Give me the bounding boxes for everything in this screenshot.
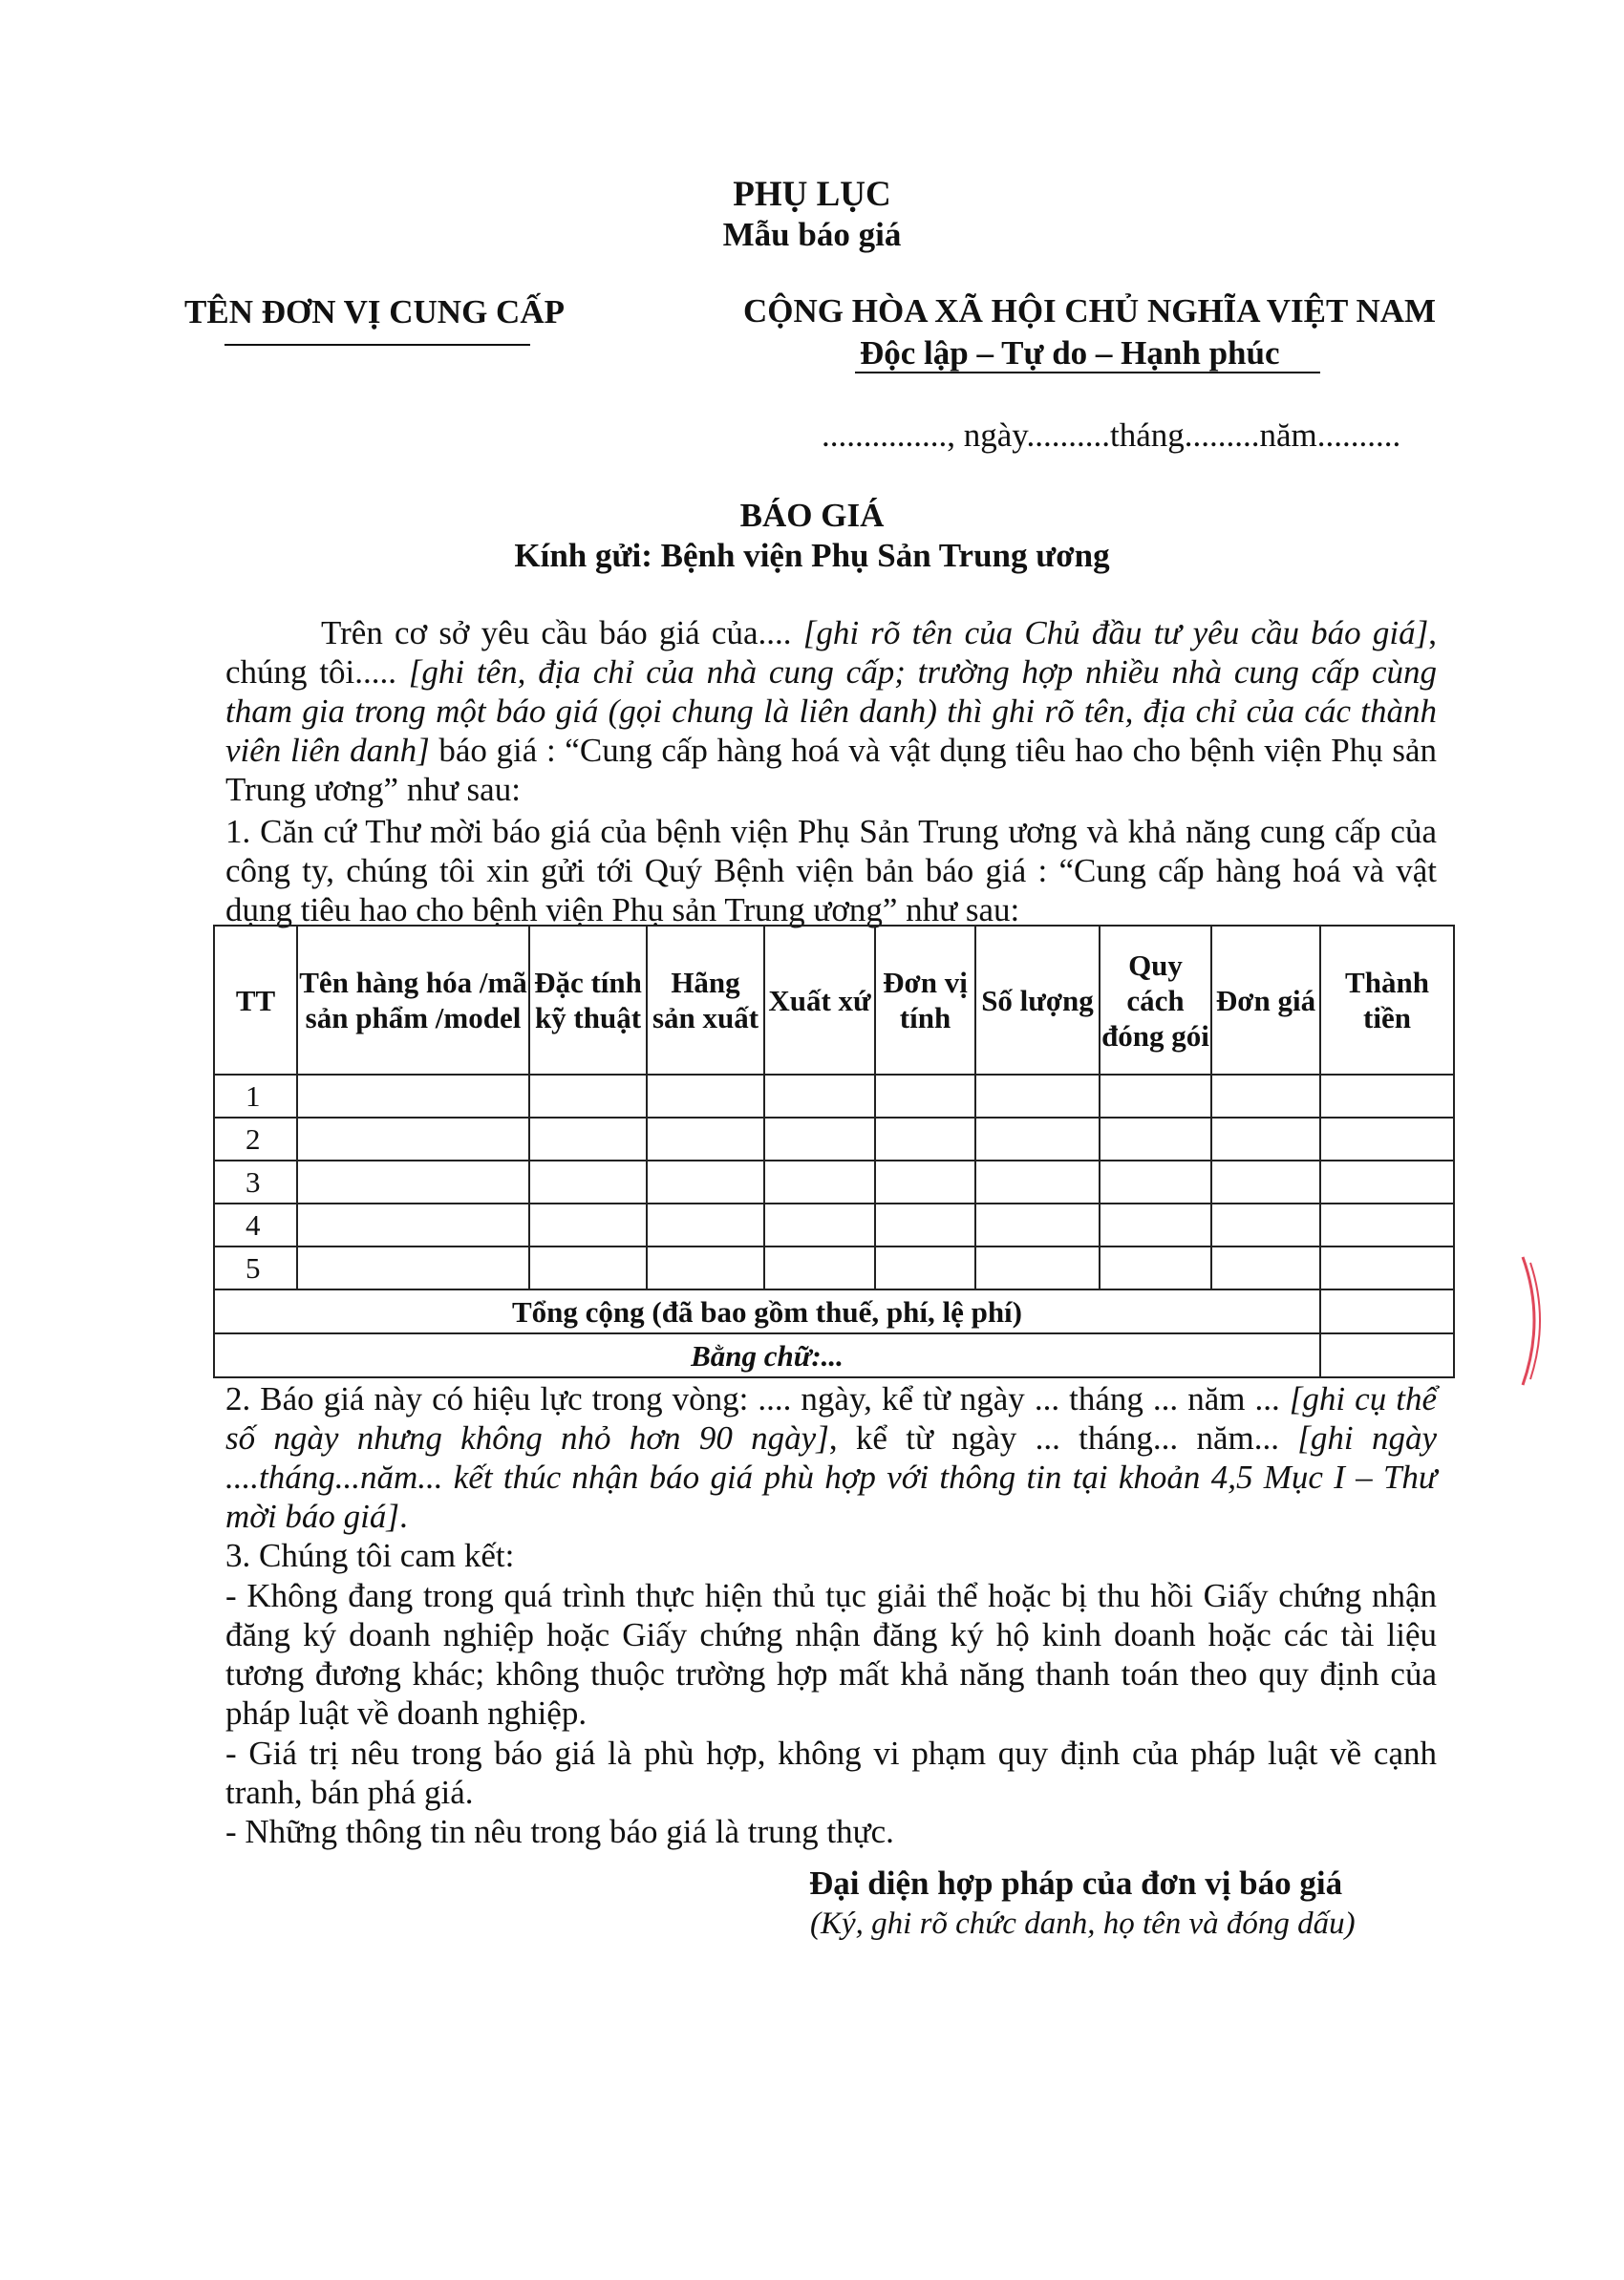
table-cell xyxy=(647,1118,764,1161)
form-name: Mẫu báo giá xyxy=(722,216,902,253)
table-cell xyxy=(297,1075,529,1118)
table-cell xyxy=(1211,1075,1320,1118)
table-row xyxy=(214,1075,1454,1118)
table-cell xyxy=(875,1118,975,1161)
section-3-heading: 3. Chúng tôi cam kết: xyxy=(225,1537,515,1574)
commitment-item: - Không đang trong quá trình thực hiện thủ tục giải thể hoặc bị thu hồi Giấy chứng nhận đăng ký doanh nghiệp hoặc Giấy chứng nhận đăng ký hộ kinh doanh hoặc các tài liệu tương đương khác; không thuộc trường hợp mất khả năng thanh toán theo quy định của pháp luật về doanh nghiệp. xyxy=(225,1577,1437,1732)
sender-unit: TÊN ĐƠN VỊ CUNG CẤP xyxy=(184,293,565,330)
row-number: 5 xyxy=(214,1247,297,1289)
table-cell xyxy=(1320,1204,1454,1247)
table-cell xyxy=(1100,1247,1211,1289)
table-cell xyxy=(529,1118,647,1161)
header-cell: Tên hàng hóa /mã sản phẩm /model xyxy=(297,926,529,1075)
section-2-text-2: , kể từ ngày ... tháng... năm... xyxy=(828,1419,1298,1457)
table-row xyxy=(214,1247,1454,1289)
header-cell: Đặc tính kỹ thuật xyxy=(529,926,647,1075)
amount-in-words-cell xyxy=(1320,1333,1454,1377)
table-cell xyxy=(975,1161,1100,1204)
commitment-item: - Những thông tin nêu trong báo giá là trung thực. xyxy=(225,1813,894,1850)
table-cell xyxy=(1211,1118,1320,1161)
total-label: Tổng cộng (đã bao gồm thuế, phí, lệ phí) xyxy=(214,1289,1320,1333)
table-cell xyxy=(764,1247,875,1289)
table-cell xyxy=(1211,1204,1320,1247)
table-cell xyxy=(297,1118,529,1161)
intro-text-2: , chúng tôi..... xyxy=(225,614,1437,691)
table-row xyxy=(214,1161,1454,1204)
total-row xyxy=(214,1289,1454,1333)
amount-in-words-row xyxy=(214,1333,1454,1377)
header-cell: TT xyxy=(214,926,297,1075)
appendix-heading: PHỤ LỤC xyxy=(733,175,891,214)
table-cell xyxy=(1100,1075,1211,1118)
section-2-text-1: 2. Báo giá này có hiệu lực trong vòng: .... ngày, kể từ ngày ... tháng ... năm ... xyxy=(225,1380,1290,1417)
section-2-note-2: [ghi ngày ....tháng...năm... kết thúc nhận báo giá phù hợp với thông tin tại khoản 4,5 Mục I – Thư mời báo giá] xyxy=(225,1419,1437,1535)
table-cell xyxy=(975,1075,1100,1118)
row-number: 1 xyxy=(214,1075,297,1118)
table-cell xyxy=(297,1247,529,1289)
motto-underline xyxy=(855,372,1320,373)
header-cell: Số lượng xyxy=(975,926,1100,1075)
table-cell xyxy=(529,1204,647,1247)
table-cell xyxy=(1100,1204,1211,1247)
table-cell xyxy=(529,1075,647,1118)
total-value-cell xyxy=(1320,1289,1454,1333)
table-cell xyxy=(764,1161,875,1204)
section-2-text-3: . xyxy=(399,1498,408,1535)
table-cell xyxy=(1320,1247,1454,1289)
table-cell xyxy=(529,1161,647,1204)
table-cell xyxy=(297,1161,529,1204)
header-cell: Quy cách đóng gói xyxy=(1100,926,1211,1075)
intro-note-2: [ghi tên, địa chỉ của nhà cung cấp; trường hợp nhiều nhà cung cấp cùng tham gia trong một báo giá (gọi chung là liên danh) thì ghi rõ tên, địa chỉ của các thành viên liên danh] xyxy=(225,653,1437,769)
table-row xyxy=(214,1204,1454,1247)
row-number: 2 xyxy=(214,1118,297,1161)
country-name: CỘNG HÒA XÃ HỘI CHỦ NGHĨA VIỆT NAM xyxy=(743,292,1437,330)
table-cell xyxy=(647,1247,764,1289)
national-motto: Độc lập – Tự do – Hạnh phúc xyxy=(860,334,1280,372)
table-cell xyxy=(975,1247,1100,1289)
table-cell xyxy=(529,1247,647,1289)
table-cell xyxy=(764,1075,875,1118)
row-number: 4 xyxy=(214,1204,297,1247)
table-cell xyxy=(875,1247,975,1289)
table-cell xyxy=(1211,1247,1320,1289)
table-cell xyxy=(1100,1161,1211,1204)
header-cell: Hãng sản xuất xyxy=(647,926,764,1075)
date-line: ..............., ngày..........tháng.........năm.......... xyxy=(822,416,1401,454)
table-cell xyxy=(975,1204,1100,1247)
quotation-table xyxy=(213,925,1455,1378)
header-cell: Xuất xứ xyxy=(764,926,875,1075)
table-cell xyxy=(1211,1161,1320,1204)
commitment-item: - Giá trị nêu trong báo giá là phù hợp, không vi phạm quy định của pháp luật về cạnh tranh, bán phá giá. xyxy=(225,1735,1437,1811)
header-cell: Đơn vị tính xyxy=(875,926,975,1075)
intro-text-1: Trên cơ sở yêu cầu báo giá của.... xyxy=(321,614,803,651)
table-cell xyxy=(647,1075,764,1118)
sender-underline xyxy=(224,344,530,346)
intro-text-3: báo giá : “Cung cấp hàng hoá và vật dụng tiêu hao cho bệnh viện Phụ sản Trung ương” như sau: xyxy=(225,732,1438,808)
section-2-note-1: [ghi cụ thể số ngày nhưng không nhỏ hơn 90 ngày] xyxy=(225,1380,1438,1457)
red-margin-mark xyxy=(1517,1253,1549,1389)
signature-note: (Ký, ghi rõ chức danh, họ tên và đóng dấu) xyxy=(810,1907,1356,1941)
intro-paragraph xyxy=(225,613,1437,809)
table-cell xyxy=(875,1161,975,1204)
recipient-line: Kính gửi: Bệnh viện Phụ Sản Trung ương xyxy=(514,537,1110,574)
table-cell xyxy=(1100,1118,1211,1161)
table-cell xyxy=(647,1161,764,1204)
header-cell: Đơn giá xyxy=(1211,926,1320,1075)
table-cell xyxy=(1320,1161,1454,1204)
document-title: BÁO GIÁ xyxy=(739,497,885,534)
intro-note-1: [ghi rõ tên của Chủ đầu tư yêu cầu báo giá] xyxy=(802,614,1429,651)
table-cell xyxy=(875,1075,975,1118)
signature-title: Đại diện hợp pháp của đơn vị báo giá xyxy=(809,1864,1343,1902)
table-cell xyxy=(1320,1075,1454,1118)
table-cell xyxy=(1320,1118,1454,1161)
table-cell xyxy=(297,1204,529,1247)
amount-in-words-label: Bằng chữ:... xyxy=(214,1333,1320,1377)
table-header-row xyxy=(214,926,1454,1075)
header-cell: Thành tiền xyxy=(1320,926,1454,1075)
section-1-paragraph: 1. Căn cứ Thư mời báo giá của bệnh viện Phụ Sản Trung ương và khả năng cung cấp của công ty, chúng tôi xin gửi tới Quý Bệnh viện bản báo giá : “Cung cấp hàng hoá và vật dụng tiêu hao cho bệnh viện Phụ sản Trung ương” như sau: xyxy=(225,813,1437,928)
table-cell xyxy=(764,1118,875,1161)
table-cell xyxy=(647,1204,764,1247)
table-cell xyxy=(764,1204,875,1247)
row-number: 3 xyxy=(214,1161,297,1204)
table-cell xyxy=(875,1204,975,1247)
section-2-paragraph xyxy=(225,1379,1437,1536)
table-cell xyxy=(975,1118,1100,1161)
table-row xyxy=(214,1118,1454,1161)
